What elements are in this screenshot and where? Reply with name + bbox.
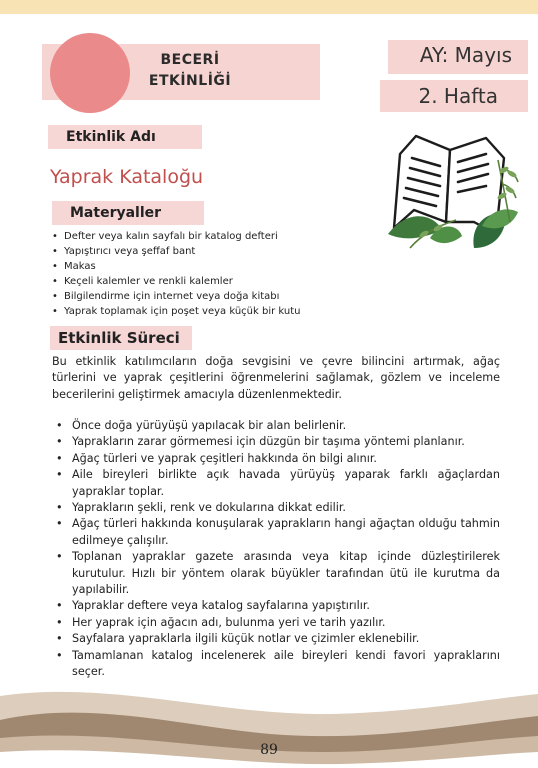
list-item: • Ağaç türleri ve yaprak çeşitleri hakkında ön bilgi alınır. xyxy=(56,451,500,467)
list-item: • Sayfalara yapraklarla ilgili küçük notlar ve çizimler eklenebilir. xyxy=(56,631,500,647)
list-item: • Tamamlanan katalog incelenerek aile bireyleri kendi favori yapraklarını seçer. xyxy=(56,648,500,681)
header-title xyxy=(140,50,240,92)
open-book-with-leaves-icon xyxy=(378,130,528,270)
header-title-line2: ETKİNLİĞİ xyxy=(148,73,232,89)
list-item: • Bilgilendirme için internet veya doğa kitabı xyxy=(52,289,300,304)
list-item: • Ağaç türleri hakkında konuşularak yaprakların hangi ağaçtan olduğu tahmin edilmeye çalışılır. xyxy=(56,516,500,549)
process-label: Etkinlik Süreci xyxy=(50,326,192,350)
top-bar xyxy=(0,0,538,14)
materials-label: Materyaller xyxy=(52,201,204,225)
process-intro: Bu etkinlik katılımcıların doğa sevgisini ve çevre bilincini artırmak, ağaç türlerini ve yaprak çeşitlerini öğrenmelerini sağlamak, gözlem ve inceleme becerilerini geliştirmek amacıyla düzenlenmektedir. xyxy=(52,355,500,401)
page-number: 89 xyxy=(260,742,278,758)
list-item: • Yaprakların şekli, renk ve dokularına dikkat edilir. xyxy=(56,500,500,516)
list-item: • Yapıştırıcı veya şeffaf bant xyxy=(52,244,300,259)
list-item: • Aile bireyleri birlikte açık havada yürüyüş yaparak farklı ağaçlardan yapraklar toplar. xyxy=(56,467,500,500)
list-item: • Defter veya kalın sayfalı bir katalog defteri xyxy=(52,229,300,244)
header-title-line1: BECERİ xyxy=(160,52,220,68)
month-label: AY: Mayıs xyxy=(419,43,512,67)
week-label: 2. Hafta xyxy=(418,84,498,108)
header-circle xyxy=(50,33,130,113)
activity-name-label: Etkinlik Adı xyxy=(48,125,202,149)
list-item: • Makas xyxy=(52,259,300,274)
list-item: • Yapraklar deftere veya katalog sayfalarına yapıştırılır. xyxy=(56,598,500,614)
list-item: • Her yaprak için ağacın adı, bulunma yeri ve tarih yazılır. xyxy=(56,615,500,631)
materials-list xyxy=(52,229,300,319)
steps-list xyxy=(56,418,500,681)
list-item: • Yaprakların zarar görmemesi için düzgün bir taşıma yöntemi planlanır. xyxy=(56,434,500,450)
list-item: • Yaprak toplamak için poşet veya küçük bir kutu xyxy=(52,304,300,319)
list-item: • Toplanan yapraklar gazete arasında veya kitap içinde düzleştirilerek kurutulur. Hızlı bir yöntem olarak büyükler tarafından ütü ile kurutma da yapılabilir. xyxy=(56,549,500,598)
list-item: • Önce doğa yürüyüşü yapılacak bir alan belirlenir. xyxy=(56,418,500,434)
activity-title: Yaprak Kataloğu xyxy=(50,166,204,188)
list-item: • Keçeli kalemler ve renkli kalemler xyxy=(52,274,300,289)
